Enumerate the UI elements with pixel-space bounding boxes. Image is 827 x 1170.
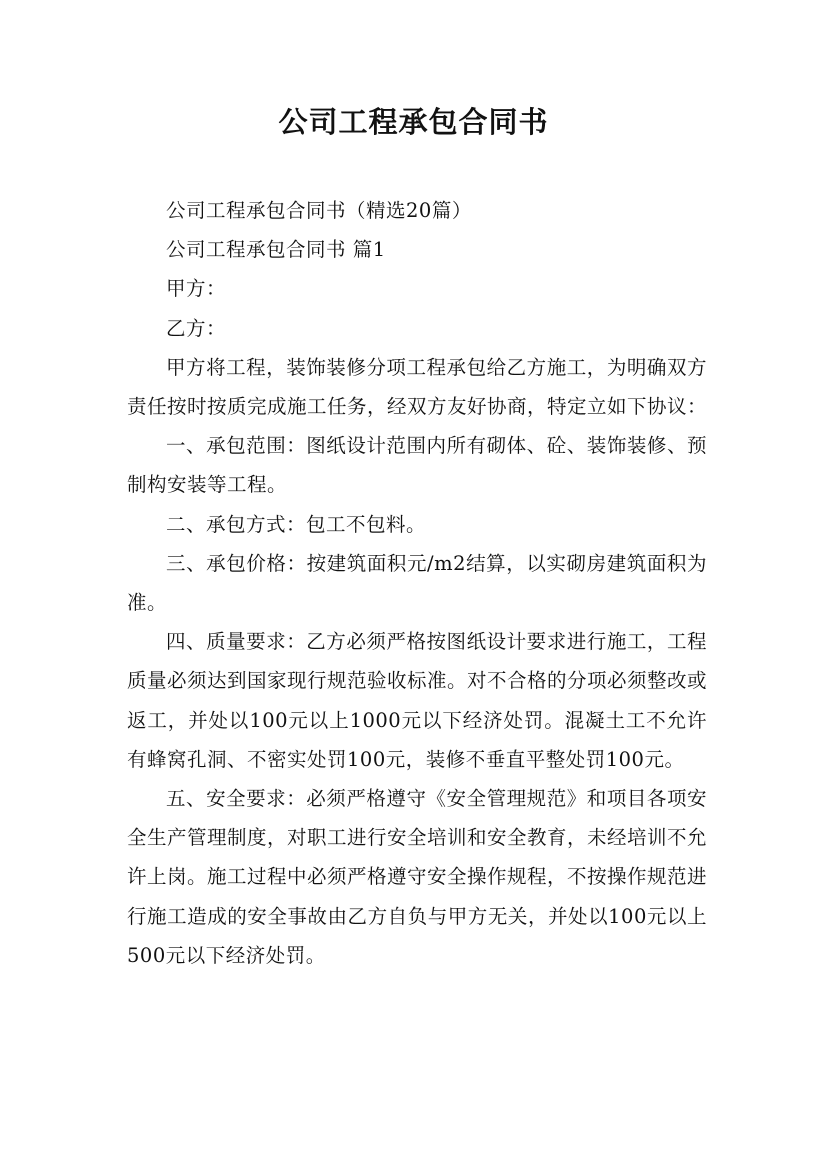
paragraph-party-a: 甲方： [166,277,227,301]
document-body [127,191,707,975]
paragraph-safety: 五、安全要求：必须严格遵守《安全管理规范》和项目各项安全生产管理制度，对职工进行安全培训和安全教育，未经培训不允许上岗。施工过程中必须严格遵守安全操作规程，不按操作规范进行施工造成的安全事故由乙方自负与甲方无关，并处以100元以上500元以下经济处罚。 [127,787,708,967]
paragraph-quality: 四、质量要求：乙方必须严格按图纸设计要求进行施工，工程质量必须达到国家现行规范验收标准。对不合格的分项必须整改或返工，并处以100元以上1000元以下经济处罚。混凝土工不允许有蜂窝孔洞、不密实处罚100元，装修不垂直平整处罚100元。 [127,630,708,771]
paragraph-section-heading: 公司工程承包合同书 篇1 [166,238,386,262]
paragraph-method: 二、承包方式：包工不包料。 [166,512,427,536]
paragraph-scope: 一、承包范围：图纸设计范围内所有砌体、砼、装饰装修、预制构安装等工程。 [127,434,707,497]
paragraph-subtitle: 公司工程承包合同书（精选20篇） [166,199,472,222]
paragraph-preamble: 甲方将工程，装饰装修分项工程承包给乙方施工，为明确双方责任按时按质完成施工任务，经双方友好协商，特定立如下协议： [127,355,708,419]
paragraph-party-b: 乙方： [166,316,227,340]
document-title: 公司工程承包合同书 [278,105,549,139]
paragraph-price: 三、承包价格：按建筑面积元/m2结算，以实砌房建筑面积为准。 [127,551,707,615]
